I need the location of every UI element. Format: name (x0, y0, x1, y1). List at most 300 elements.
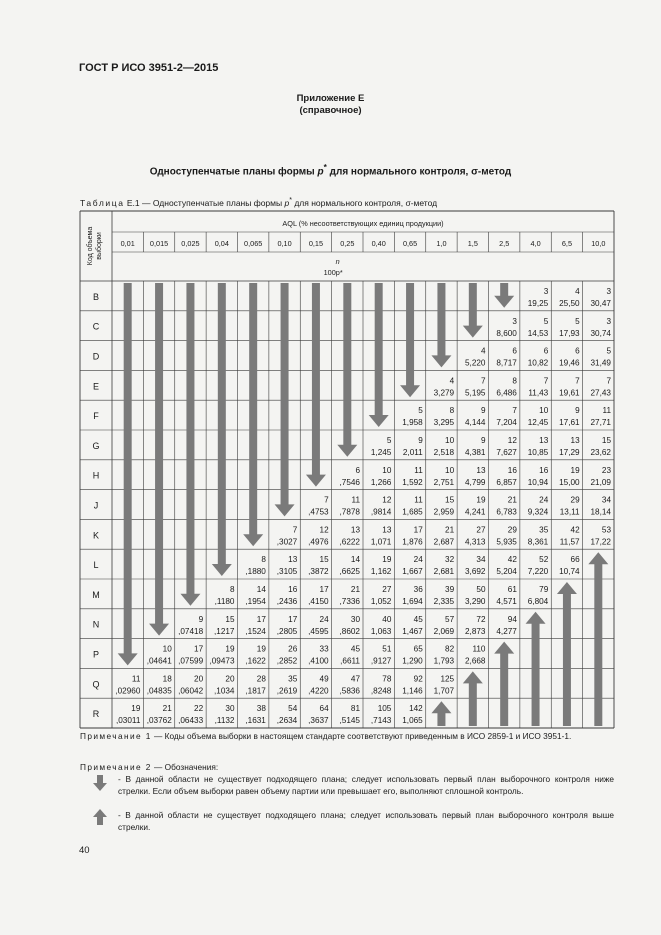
cell-sample-size: 15 (225, 614, 235, 624)
cell-sample-size: 20 (225, 674, 235, 684)
cell-sample-size: 32 (445, 555, 455, 565)
document-header: ГОСТ Р ИСО 3951-2—2015 (79, 62, 219, 74)
cell-acceptability-constant: 2,751 (433, 477, 455, 487)
cell-acceptability-constant: 11,57 (559, 537, 580, 547)
cell-acceptability-constant: 11,43 (528, 388, 549, 398)
cell-sample-size: 7 (606, 376, 611, 386)
cell-sample-size: 15 (319, 555, 329, 565)
aql-column-header: 0,10 (277, 239, 292, 248)
up-arrow-icon (93, 809, 107, 825)
cell-sample-size: 17 (194, 644, 204, 654)
cell-sample-size: 30 (225, 704, 235, 714)
cell-acceptability-constant: 1,290 (402, 656, 423, 666)
cell-sample-size: 94 (507, 614, 517, 624)
cell-acceptability-constant: ,1524 (245, 626, 266, 636)
cell-sample-size: 11 (414, 495, 423, 505)
cell-sample-size: 45 (413, 614, 423, 624)
down-arrow-icon (494, 283, 514, 308)
cell-acceptability-constant: 1,071 (370, 537, 392, 547)
cell-acceptability-constant: ,4976 (308, 537, 329, 547)
cell-acceptability-constant: 2,873 (465, 626, 486, 636)
aql-header: AQL (% несоответствующих единиц продукции) (282, 219, 444, 228)
cell-acceptability-constant: ,4220 (308, 686, 329, 696)
aql-column-header: 0,025 (181, 239, 200, 248)
cell-acceptability-constant: 10,85 (527, 448, 549, 457)
cell-acceptability-constant: 10,74 (559, 567, 580, 577)
cell-sample-size: 6 (355, 465, 360, 475)
cell-acceptability-constant: 1,793 (433, 656, 455, 666)
cell-acceptability-constant: ,3637 (308, 716, 329, 726)
cell-sample-size: 24 (413, 555, 423, 565)
cell-sample-size: 53 (601, 525, 611, 535)
sample-size-code: F (93, 411, 99, 422)
down-arrow-icon (463, 283, 483, 338)
cell-acceptability-constant: 4,799 (465, 477, 486, 487)
cell-acceptability-constant: 19,25 (527, 299, 549, 308)
cell-acceptability-constant: 4,381 (465, 448, 486, 457)
cell-acceptability-constant: 2,069 (433, 626, 455, 636)
up-arrow-icon (588, 552, 608, 726)
cell-sample-size: 17 (413, 525, 423, 535)
cell-acceptability-constant: ,2805 (276, 626, 298, 636)
cell-acceptability-constant: 1,876 (402, 537, 423, 547)
cell-acceptability-constant: ,04641 (146, 656, 172, 666)
cell-acceptability-constant: 2,518 (433, 448, 455, 457)
cell-legend-n: n (335, 257, 340, 266)
sample-size-code: E (92, 381, 100, 392)
cell-acceptability-constant: 14,53 (527, 328, 549, 338)
cell-acceptability-constant: ,7336 (339, 597, 360, 606)
cell-acceptability-constant: ,09473 (209, 656, 235, 666)
cell-sample-size: 19 (476, 495, 486, 505)
sample-size-code: Q (92, 679, 100, 690)
cell-sample-size: 82 (445, 644, 455, 654)
cell-acceptability-constant: ,1132 (214, 716, 235, 726)
cell-acceptability-constant: 5,935 (496, 537, 517, 547)
cell-sample-size: 72 (476, 614, 486, 624)
sample-size-code: L (93, 560, 99, 571)
cell-sample-size: 13 (288, 555, 298, 565)
appendix-subtitle: (справочное) (299, 105, 362, 116)
up-arrow-icon (557, 582, 577, 726)
cell-acceptability-constant: 17,93 (559, 328, 580, 338)
cell-sample-size: 4 (449, 376, 455, 386)
cell-acceptability-constant: ,4100 (308, 656, 329, 666)
cell-sample-size: 47 (350, 674, 360, 684)
cell-acceptability-constant: 27,71 (590, 418, 611, 428)
cell-sample-size: 8 (512, 376, 517, 386)
cell-sample-size: 7 (324, 495, 329, 505)
cell-sample-size: 45 (350, 644, 360, 654)
cell-sample-size: 8 (229, 585, 235, 594)
cell-sample-size: 6 (575, 346, 580, 356)
cell-acceptability-constant: ,6611 (340, 656, 360, 666)
down-arrow-icon (212, 283, 232, 576)
cell-acceptability-constant: 7,220 (527, 567, 549, 577)
cell-acceptability-constant: 4,313 (465, 537, 486, 547)
cell-acceptability-constant: ,07599 (178, 656, 204, 666)
cell-acceptability-constant: 6,857 (496, 477, 517, 487)
cell-sample-size: 15 (601, 436, 611, 445)
cell-sample-size: 29 (570, 495, 580, 505)
cell-sample-size: 5 (543, 316, 549, 326)
sample-size-code: C (92, 321, 100, 332)
cell-acceptability-constant: 10,82 (527, 358, 549, 368)
cell-sample-size: 13 (539, 436, 549, 445)
cell-sample-size: 105 (377, 704, 392, 714)
cell-acceptability-constant: 2,011 (402, 448, 423, 457)
cell-sample-size: 23 (601, 465, 611, 475)
cell-sample-size: 8 (449, 406, 455, 416)
cell-acceptability-constant: 13,11 (559, 507, 580, 517)
cell-sample-size: 9 (575, 406, 580, 416)
up-arrow-icon (431, 701, 451, 726)
cell-acceptability-constant: ,7143 (370, 716, 392, 726)
down-arrow-icon (337, 283, 357, 457)
cell-acceptability-constant: ,7878 (339, 507, 360, 517)
down-arrow-icon (306, 283, 326, 487)
cell-sample-size: 11 (351, 495, 360, 505)
cell-acceptability-constant: 12,45 (527, 418, 549, 428)
cell-acceptability-constant: 2,687 (433, 537, 455, 547)
aql-column-header: 0,65 (402, 239, 418, 248)
cell-sample-size: 16 (288, 585, 298, 594)
cell-acceptability-constant: 30,74 (590, 328, 611, 338)
sample-size-code: R (92, 709, 100, 720)
cell-sample-size: 40 (382, 614, 392, 624)
cell-acceptability-constant: ,4753 (308, 507, 329, 517)
cell-sample-size: 12 (507, 436, 517, 445)
cell-sample-size: 17 (256, 614, 266, 624)
cell-sample-size: 52 (539, 555, 549, 565)
cell-acceptability-constant: ,5145 (339, 716, 360, 726)
aql-column-header: 1,0 (436, 239, 447, 248)
cell-acceptability-constant: 31,49 (590, 358, 611, 368)
cell-sample-size: 125 (440, 674, 455, 684)
sample-size-code: N (92, 619, 100, 630)
aql-column-header: 0,065 (244, 239, 263, 248)
cell-sample-size: 5 (606, 346, 611, 356)
cell-sample-size: 27 (476, 525, 486, 535)
cell-acceptability-constant: 6,804 (527, 597, 549, 606)
cell-sample-size: 22 (194, 704, 204, 714)
cell-acceptability-constant: 17,61 (559, 418, 580, 428)
cell-sample-size: 42 (507, 555, 517, 565)
cell-acceptability-constant: ,4150 (308, 597, 329, 606)
cell-sample-size: 33 (319, 644, 329, 654)
cell-acceptability-constant: 3,290 (465, 597, 486, 606)
cell-sample-size: 13 (570, 436, 580, 445)
cell-sample-size: 21 (507, 495, 517, 505)
cell-sample-size: 50 (476, 585, 486, 594)
cell-sample-size: 15 (445, 495, 455, 505)
aql-column-header: 0,40 (371, 239, 386, 248)
cell-sample-size: 78 (382, 674, 392, 684)
cell-acceptability-constant: ,04835 (146, 686, 172, 696)
note-down-arrow: - В данной области не существует подходящего плана; следует использовать первый план выборочного контроля ниже стрелки. Если объем выборки равен объему партии или превышает его, выполняют сплошной контроль. (118, 774, 614, 796)
cell-acceptability-constant: 3,279 (433, 388, 455, 398)
cell-sample-size: 20 (194, 674, 204, 684)
cell-acceptability-constant: ,03011 (115, 716, 141, 726)
cell-sample-size: 51 (382, 644, 392, 654)
cell-acceptability-constant: ,2619 (276, 686, 298, 696)
down-arrow-icon (369, 283, 389, 427)
cell-sample-size: 9 (418, 436, 423, 445)
cell-sample-size: 14 (256, 585, 266, 594)
down-arrow-icon (149, 283, 169, 636)
cell-sample-size: 39 (445, 585, 455, 594)
cell-acceptability-constant: ,1880 (245, 567, 266, 577)
cell-sample-size: 3 (543, 287, 549, 296)
cell-acceptability-constant: 5,195 (465, 388, 486, 398)
cell-acceptability-constant: ,1217 (214, 626, 235, 636)
cell-acceptability-constant: 1,685 (402, 507, 423, 517)
cell-acceptability-constant: ,3027 (276, 537, 298, 547)
aql-column-header: 6,5 (561, 239, 573, 248)
aql-column-header: 0,25 (340, 239, 355, 248)
cell-acceptability-constant: ,2852 (276, 656, 298, 666)
cell-legend-p: 100p* (323, 268, 343, 277)
cell-sample-size: 9 (480, 406, 486, 416)
cell-acceptability-constant: 8,717 (496, 358, 517, 368)
cell-sample-size: 10 (445, 465, 455, 475)
cell-acceptability-constant: 5,220 (465, 358, 486, 368)
aql-column-header: 1,5 (467, 239, 478, 248)
cell-sample-size: 17 (288, 614, 298, 624)
cell-sample-size: 14 (350, 555, 360, 565)
down-arrow-icon (400, 283, 420, 397)
cell-sample-size: 34 (476, 555, 486, 565)
cell-sample-size: 36 (413, 585, 423, 594)
cell-sample-size: 10 (539, 406, 549, 416)
cell-sample-size: 110 (472, 644, 486, 654)
cell-sample-size: 6 (543, 346, 549, 356)
cell-acceptability-constant: 1,667 (402, 567, 423, 577)
cell-acceptability-constant: 15,00 (559, 477, 580, 487)
cell-sample-size: 35 (288, 674, 298, 684)
cell-sample-size: 11 (131, 674, 141, 684)
cell-acceptability-constant: 8,600 (496, 328, 517, 338)
down-arrow-icon (431, 283, 451, 367)
aql-column-header: 0,15 (308, 239, 324, 248)
down-arrow-icon (275, 283, 295, 516)
cell-sample-size: 49 (319, 674, 329, 684)
cell-acceptability-constant: ,6625 (339, 567, 360, 577)
cell-acceptability-constant: 6,486 (496, 388, 517, 398)
cell-sample-size: 11 (602, 406, 611, 416)
sample-size-code: J (93, 500, 99, 511)
cell-sample-size: 66 (570, 555, 580, 565)
cell-acceptability-constant: ,8248 (370, 686, 392, 696)
cell-sample-size: 3 (512, 316, 517, 326)
cell-acceptability-constant: 23,62 (590, 448, 611, 457)
sample-size-code: K (92, 530, 100, 541)
cell-sample-size: 4 (575, 287, 580, 296)
cell-sample-size: 21 (445, 525, 455, 535)
cell-acceptability-constant: 2,668 (465, 656, 486, 666)
aql-column-header: 4,0 (530, 239, 541, 248)
cell-sample-size: 24 (319, 614, 329, 624)
cell-acceptability-constant: 1,958 (402, 418, 423, 428)
cell-sample-size: 54 (288, 704, 298, 714)
cell-sample-size: 19 (382, 555, 392, 565)
cell-sample-size: 64 (319, 704, 329, 714)
aql-column-header: 10,0 (591, 239, 606, 248)
cell-acceptability-constant: 1,467 (402, 626, 423, 636)
cell-sample-size: 4 (480, 346, 486, 356)
appendix-title: Приложение Е (296, 93, 365, 104)
cell-acceptability-constant: ,5836 (339, 686, 360, 696)
up-arrow-icon (494, 642, 514, 726)
cell-sample-size: 27 (382, 585, 392, 594)
cell-acceptability-constant: ,3105 (276, 567, 298, 577)
cell-sample-size: 7 (543, 376, 549, 386)
cell-acceptability-constant: ,1034 (214, 686, 235, 696)
up-arrow-icon (463, 671, 483, 726)
cell-acceptability-constant: ,2436 (276, 597, 298, 606)
cell-sample-size: 16 (539, 465, 549, 475)
cell-acceptability-constant: 4,241 (465, 507, 486, 517)
cell-sample-size: 7 (480, 376, 486, 386)
sample-size-code: M (92, 589, 100, 600)
cell-sample-size: 142 (409, 704, 423, 714)
cell-acceptability-constant: 17,22 (590, 537, 611, 547)
cell-acceptability-constant: 1,162 (370, 567, 392, 577)
cell-sample-size: 13 (350, 525, 360, 535)
cell-acceptability-constant: 4,144 (465, 418, 486, 428)
cell-sample-size: 19 (131, 704, 141, 714)
cell-acceptability-constant: 8,361 (527, 537, 549, 547)
cell-acceptability-constant: 17,29 (559, 448, 580, 457)
cell-acceptability-constant: 2,681 (433, 567, 455, 577)
cell-sample-size: 9 (480, 436, 486, 445)
aql-column-header: 0,04 (214, 239, 229, 248)
cell-sample-size: 35 (539, 525, 549, 535)
cell-sample-size: 5 (386, 436, 392, 445)
cell-acceptability-constant: 25,50 (559, 299, 580, 308)
cell-acceptability-constant: 2,335 (433, 597, 455, 606)
cell-acceptability-constant: 10,94 (527, 477, 549, 487)
cell-acceptability-constant: ,1954 (245, 597, 266, 606)
cell-sample-size: 42 (570, 525, 580, 535)
cell-acceptability-constant: 18,14 (590, 507, 611, 517)
aql-column-header: 0,01 (120, 239, 135, 248)
cell-sample-size: 34 (601, 495, 611, 505)
cell-sample-size: 8 (261, 555, 266, 565)
cell-acceptability-constant: 1,052 (370, 597, 392, 606)
aql-column-header: 2,5 (499, 239, 510, 248)
cell-acceptability-constant: ,02960 (115, 686, 141, 696)
cell-acceptability-constant: ,06433 (178, 716, 204, 726)
cell-sample-size: 19 (256, 644, 266, 654)
cell-acceptability-constant: 1,245 (370, 448, 392, 457)
cell-acceptability-constant: ,07418 (178, 626, 204, 636)
cell-sample-size: 13 (476, 465, 486, 475)
cell-acceptability-constant: 30,47 (590, 299, 611, 308)
cell-acceptability-constant: ,1180 (214, 597, 235, 606)
cell-acceptability-constant: 4,277 (496, 626, 517, 636)
down-arrow-icon (180, 283, 200, 606)
cell-sample-size: 11 (414, 465, 423, 475)
cell-sample-size: 10 (445, 436, 455, 445)
cell-sample-size: 6 (512, 346, 517, 356)
cell-acceptability-constant: ,1622 (245, 656, 266, 666)
cell-sample-size: 3 (606, 316, 611, 326)
cell-acceptability-constant: 1,592 (402, 477, 423, 487)
cell-sample-size: 7 (575, 376, 580, 386)
up-arrow-icon (526, 612, 546, 726)
cell-acceptability-constant: ,4595 (308, 626, 329, 636)
cell-sample-size: 65 (413, 644, 423, 654)
down-arrow-icon (243, 283, 263, 546)
cell-acceptability-constant: ,9127 (370, 656, 392, 666)
cell-sample-size: 30 (350, 614, 360, 624)
note-1: Примечание 1 — Коды объема выборки в настоящем стандарте соответствуют приведенным в ИСО 2859-1 и ИСО 3951-1. (80, 731, 572, 741)
cell-acceptability-constant: 9,324 (527, 507, 549, 517)
cell-sample-size: 92 (413, 674, 423, 684)
cell-sample-size: 24 (539, 495, 549, 505)
cell-acceptability-constant: 7,204 (496, 418, 517, 428)
cell-sample-size: 19 (570, 465, 580, 475)
cell-sample-size: 28 (256, 674, 266, 684)
cell-sample-size: 3 (606, 287, 611, 296)
cell-acceptability-constant: ,9814 (370, 507, 392, 517)
cell-acceptability-constant: ,7546 (339, 477, 360, 487)
section-title: Одноступенчатые планы формы p* для нормального контроля, σ-метод (149, 162, 512, 178)
cell-acceptability-constant: 1,694 (402, 597, 423, 606)
cell-sample-size: 7 (512, 406, 517, 416)
cell-sample-size: 81 (350, 704, 360, 714)
cell-acceptability-constant: 3,692 (465, 567, 486, 577)
page-number: 40 (79, 845, 90, 856)
cell-sample-size: 38 (256, 704, 266, 714)
cell-acceptability-constant: ,2634 (276, 716, 298, 726)
cell-acceptability-constant: 1,063 (370, 626, 392, 636)
cell-sample-size: 7 (292, 525, 298, 535)
cell-sample-size: 12 (319, 525, 329, 535)
sample-size-code: G (92, 440, 100, 451)
sample-size-code: D (92, 351, 100, 362)
cell-acceptability-constant: ,06042 (178, 686, 204, 696)
cell-sample-size: 61 (507, 585, 517, 594)
cell-acceptability-constant: 2,959 (433, 507, 455, 517)
cell-acceptability-constant: 6,783 (496, 507, 517, 517)
cell-acceptability-constant: ,3872 (308, 567, 329, 577)
cell-acceptability-constant: ,6222 (339, 537, 360, 547)
cell-acceptability-constant: 1,146 (402, 686, 423, 696)
cell-acceptability-constant: 21,09 (590, 477, 611, 487)
cell-sample-size: 17 (319, 585, 329, 594)
cell-sample-size: 5 (418, 406, 423, 416)
cell-acceptability-constant: 19,46 (559, 358, 580, 368)
cell-sample-size: 16 (507, 465, 517, 475)
cell-sample-size: 79 (539, 585, 549, 594)
sample-size-code: B (92, 291, 100, 302)
cell-sample-size: 9 (198, 614, 204, 624)
aql-column-header: 0,015 (149, 239, 169, 248)
cell-sample-size: 21 (350, 585, 360, 594)
note-up-arrow: - В данной области не существует подходящего плана; следует использовать первый план выборочного контроля выше стрелки. (118, 810, 614, 832)
cell-sample-size: 10 (382, 465, 392, 475)
cell-acceptability-constant: ,1817 (245, 686, 266, 696)
cell-acceptability-constant: ,03762 (146, 716, 172, 726)
cell-sample-size: 26 (288, 644, 298, 654)
cell-sample-size: 12 (382, 495, 392, 505)
cell-sample-size: 18 (162, 674, 172, 684)
cell-acceptability-constant: 1,065 (402, 716, 423, 726)
cell-acceptability-constant: 7,627 (496, 448, 517, 457)
cell-acceptability-constant: 19,61 (559, 388, 580, 398)
